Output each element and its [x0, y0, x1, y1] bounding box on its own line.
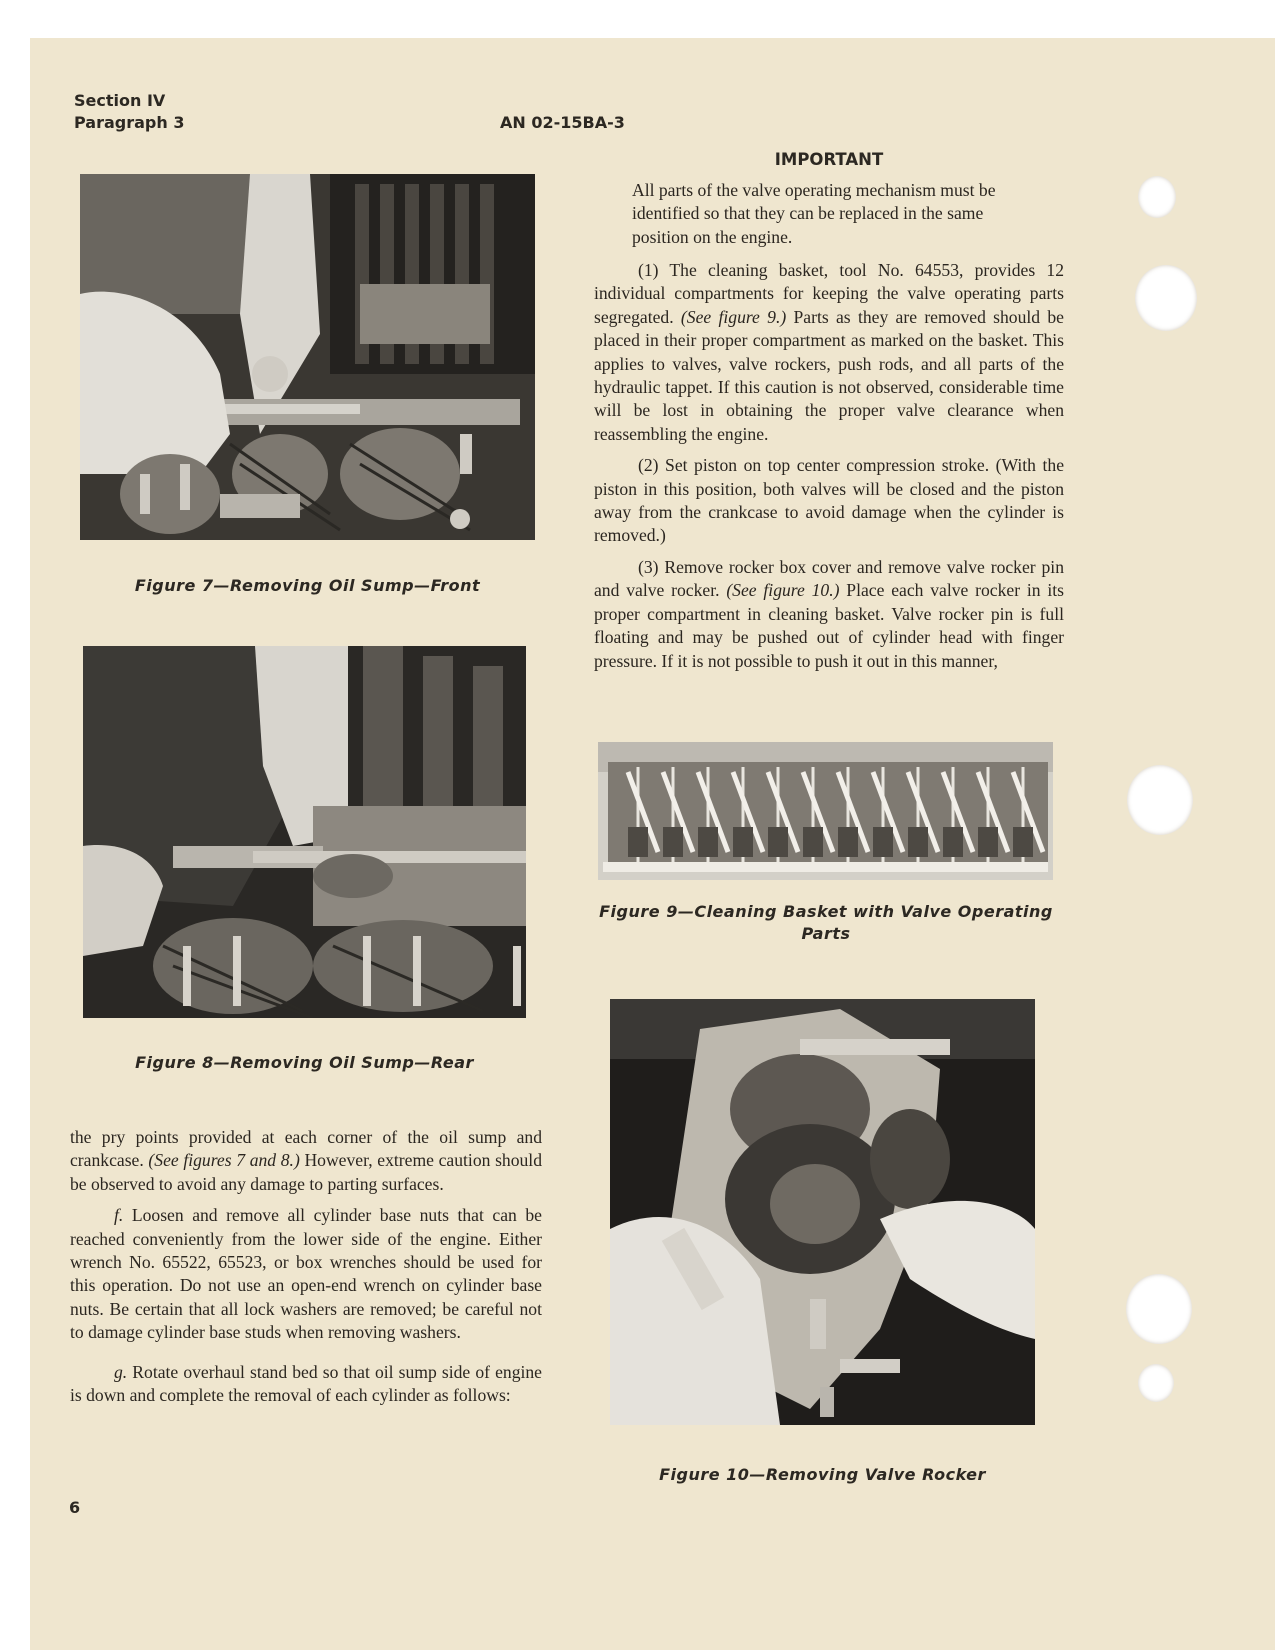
step-text: (3) Remove rocker box cover and remove valve rocker pin and valve rocker.: [594, 556, 1064, 601]
figure-7-caption: Figure 7—Removing Oil Sump—Front: [134, 576, 481, 595]
left-column-text: [70, 1126, 542, 1407]
binder-hole: [1135, 265, 1197, 331]
step-label: f.: [114, 1205, 124, 1226]
figure-8-caption: Figure 8—Removing Oil Sump—Rear: [135, 1053, 474, 1072]
figure-reference: (See figures 7 and 8.): [148, 1150, 300, 1171]
important-note: [632, 179, 1030, 249]
figure-reference: (See figure 10.): [726, 580, 840, 601]
important-heading: IMPORTANT: [774, 150, 884, 169]
step-text: Place each valve rocker in its proper compartment in cleaning basket. Valve rocker pin is full floating and may be pushed out of cylinder head with finger pressure. If it is not possible to push it out in this manner,: [594, 580, 1065, 671]
paragraph-text: However, extreme caution should be observed to avoid any damage to parting surfaces.: [70, 1150, 542, 1194]
figure-reference: (See figure 9.): [680, 306, 787, 327]
binder-hole: [1138, 176, 1176, 218]
step-g: [70, 1361, 542, 1408]
section-label: Section IV: [74, 91, 166, 110]
paragraph-label: Paragraph 3: [74, 113, 185, 132]
figure-9-caption: [590, 901, 1062, 945]
figure-10-caption: Figure 10—Removing Valve Rocker: [659, 1465, 986, 1484]
step-2: [594, 454, 1064, 548]
step-text: (1) The cleaning basket, tool No. 64553, provides 12 individual compartments for keeping the valve operating parts segregated.: [594, 260, 1064, 327]
step-text: Loosen and remove all cylinder base nuts that can be reached conveniently from the lower side of the engine. Either wrench No. 65522, 65523, or box wrenches should be used for this operation. Do not use an open-end wrench on cylinder base nuts. Be certain that all lock washers are removed; be careful not to damage cylinder base studs when removing washers.: [70, 1205, 542, 1343]
document-number: AN 02-15BA-3: [500, 113, 625, 132]
important-text: All parts of the valve operating mechanism must be identified so that they can be replaced in the same position on the engine.: [632, 180, 996, 247]
binder-hole: [1127, 765, 1193, 835]
step-1: [594, 259, 1064, 446]
binder-hole: [1138, 1364, 1174, 1402]
step-3: [594, 556, 1064, 673]
figure-9-photo: [598, 742, 1053, 880]
figure-10-photo: [610, 999, 1035, 1425]
paragraph-continuation: [70, 1126, 542, 1196]
right-column-text: [594, 259, 1064, 673]
figure-9-caption-line-1: Figure 9—Cleaning Basket with Valve Operating: [599, 902, 1053, 921]
header-section-label: [74, 90, 184, 134]
figure-7-photo: [80, 174, 535, 540]
step-text: Parts as they are removed should be placed in their proper compartment as marked on the basket. This applies to valves, valve rockers, push rods, and all parts of the hydraulic tappet. If this caution is not observed, considerable time will be lost in obtaining the proper valve clearance when reassembling the engine.: [594, 306, 1064, 444]
binder-hole: [1126, 1274, 1192, 1344]
step-text: Rotate overhaul stand bed so that oil sump side of engine is down and complete the removal of each cylinder as follows:: [70, 1361, 542, 1406]
figure-8-photo: [83, 646, 526, 1018]
paragraph-text: the pry points provided at each corner of the oil sump and crankcase.: [70, 1127, 542, 1171]
figure-9-caption-line-2: Parts: [801, 924, 851, 943]
step-text: (2) Set piston on top center compression stroke. (With the piston in this position, both valves will be closed and the piston away from the crankcase to avoid damage when the cylinder is removed.): [594, 455, 1064, 546]
step-label: g.: [114, 1361, 128, 1382]
step-f: [70, 1204, 542, 1344]
page-number: 6: [69, 1498, 81, 1517]
document-page: [30, 38, 1275, 1650]
